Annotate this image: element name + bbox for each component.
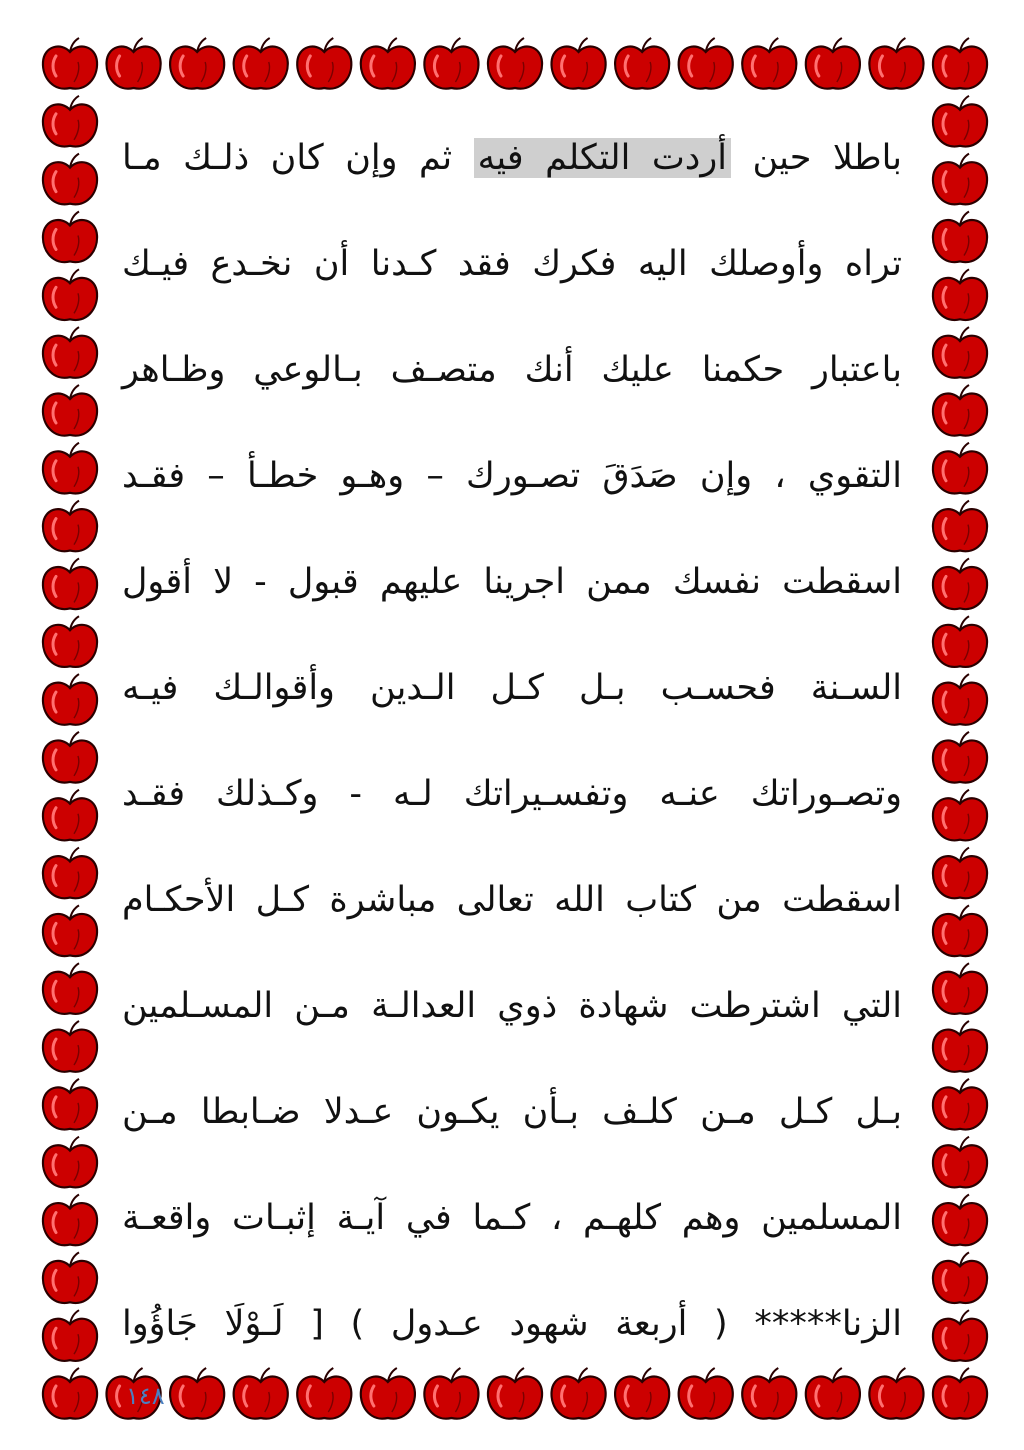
text-line-8: اسقطت من كتاب الله تعالى مباشرة كـل الأحكـام [122,880,902,920]
apple-icon [43,211,97,262]
apple-icon [679,38,733,89]
apple-icon [43,327,97,378]
highlighted-text: أردت التكلم فيه [474,138,731,178]
apple-icon [806,38,860,89]
apple-icon [43,1137,97,1188]
apple-icon [552,38,606,89]
apple-icon [424,38,478,89]
apple-icon [43,963,97,1014]
apple-icon [361,38,415,89]
text-span: باطلا حين [730,138,902,178]
apple-icon [170,38,224,89]
apple-icon [933,327,987,378]
text-line-2: تراه وأوصلك اليه فكرك فقد كـدنا أن نخـدع فيـك [122,244,902,284]
apple-icon [933,1021,987,1072]
text-line-4: التقوي ، وإن صَدَقَ تصـورك – وهـو خطـأ – فقـد [122,456,902,496]
apple-icon [933,1310,987,1361]
apple-icon [933,963,987,1014]
apple-icon [933,269,987,320]
apple-icon [43,905,97,956]
apple-icon [615,38,669,89]
text-line-12: الزنا***** ( أربعة شهود عـدول ) [ لَـوْلَا جَاؤُوا [122,1304,902,1344]
apple-icon [933,790,987,841]
apple-icon [933,501,987,552]
text-line-11: المسلمين وهم كلهـم ، كـما في آيـة إثبـات واقعـة [122,1198,902,1238]
apple-icon [43,385,97,436]
apple-icon [933,905,987,956]
apple-icon [933,443,987,494]
apple-icon [933,154,987,205]
apple-icon [43,732,97,783]
text-line-3: باعتبار حكمنا عليك أنك متصـف بـالوعي وظـاهر [122,350,902,390]
text-line-1 [122,118,902,224]
apple-icon [43,1252,97,1303]
apple-icon [933,848,987,899]
text-line-6: السـنة فحسـب بـل كـل الـدين وأقوالـك فيـه [122,668,902,708]
apple-icon [933,1079,987,1130]
apple-icon [933,558,987,609]
apple-icon [43,154,97,205]
apple-icon [933,211,987,262]
page-number: ١٤٨ [126,1382,165,1410]
apple-icon [43,1079,97,1130]
apple-icon [933,96,987,147]
apple-icon [43,269,97,320]
text-line-10: بـل كـل مـن كلـف بـأن يكـون عـدلا ضـابطا مـن [122,1092,902,1132]
apple-icon [933,674,987,725]
text-line-7: وتصـوراتك عنـه وتفسـيراتك لـه - وكـذلك فقـد [122,774,902,814]
apple-icon [43,38,97,89]
apple-icon [43,1368,97,1419]
apple-icon [43,674,97,725]
apple-icon [933,616,987,667]
apple-icon [933,732,987,783]
apple-icon [43,1310,97,1361]
text-line-5: اسقطت نفسك ممن اجرينا عليهم قبول - لا أقول [122,562,902,602]
apple-icon [933,1368,987,1419]
page-body-text [122,118,902,1390]
text-line-9: التي اشترطت شهادة ذوي العدالـة مـن المسـلمين [122,986,902,1026]
apple-icon [107,38,161,89]
apple-icon [43,443,97,494]
apple-icon [43,848,97,899]
apple-icon [43,790,97,841]
apple-icon [869,38,923,89]
apple-icon [742,38,796,89]
apple-icon [43,616,97,667]
apple-icon [43,96,97,147]
text-span: ثم وإن كان ذلـك مـا [122,138,474,178]
apple-icon [933,1195,987,1246]
apple-icon [933,1252,987,1303]
apple-icon [297,38,351,89]
apple-icon [933,385,987,436]
apple-icon [43,1195,97,1246]
apple-icon [234,38,288,89]
apple-icon [488,38,542,89]
apple-icon [933,1137,987,1188]
apple-icon [43,558,97,609]
apple-icon [43,1021,97,1072]
apple-icon [933,38,987,89]
apple-icon [43,501,97,552]
